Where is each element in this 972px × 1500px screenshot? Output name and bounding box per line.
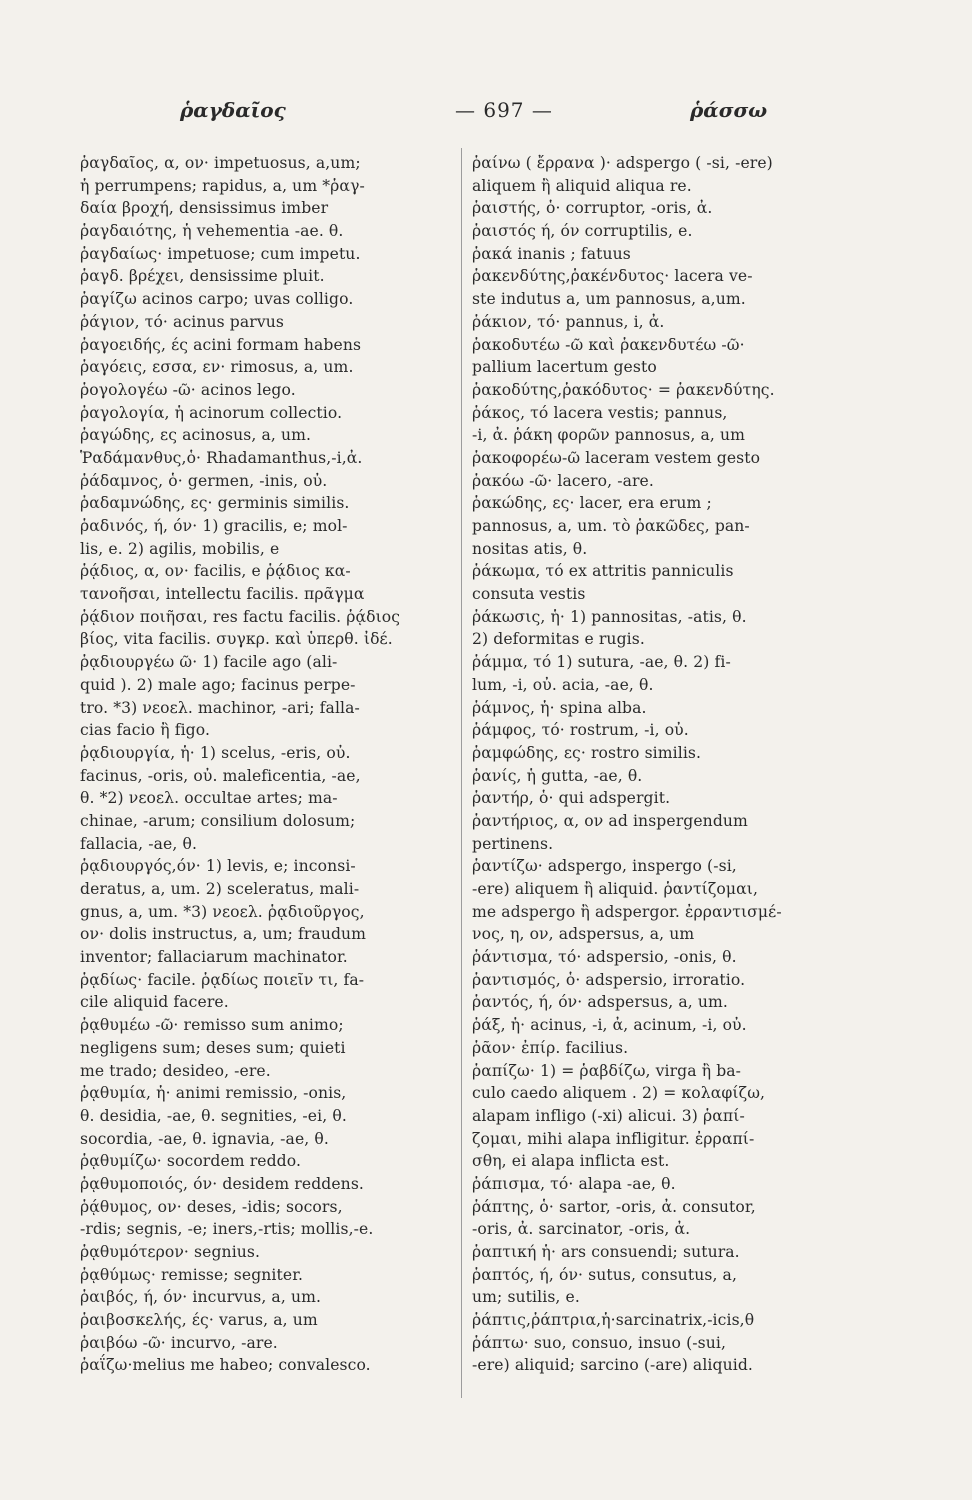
entry-line: ῥανίς, ἡ gutta, -ae, θ.: [472, 766, 643, 785]
entry-line: ῥᾳδίως· facile. ῥᾳδίως ποιεῖν τι, fa-: [80, 970, 365, 989]
entry-line: Ῥαδάμανθυς,ὁ· Rhadamanthus,-i,ἀ.: [80, 448, 363, 467]
entry-line: ῥᾴδιον ποιῆσαι, res factu facilis. ῥᾴδιος: [80, 607, 401, 626]
entry-line: ῥαδινός, ή, όν· 1) gracilis, e; mol-: [80, 517, 348, 535]
entry-line: me trado; desideo, -ere.: [80, 1061, 271, 1080]
entry-line: ῥαίνω ( ἔρρανα )· adspergo ( -si, -ere): [472, 154, 773, 172]
left-column: [80, 152, 450, 1407]
entry-line: ζομαι, mihi alapa infligitur. ἐρραπί-: [472, 1129, 755, 1148]
entry-line: ῥαντήριος, α, ον ad inspergendum: [472, 811, 748, 830]
entry-line: socordia, -ae, θ. ignavia, -ae, θ.: [80, 1129, 329, 1148]
entry-line: deratus, a, um. 2) sceleratus, mali-: [80, 880, 360, 898]
entry-line: me adspergo ἢ adspergor. ἐρραντισμέ-: [472, 902, 782, 921]
entry-line: tro. *3) νεοελ. machinor, -ari; falla-: [80, 698, 360, 717]
entry-line: ῥάπτης, ὁ· sartor, -oris, ἀ. consutor,: [472, 1197, 756, 1216]
entry-line: ῥαγδαίως· impetuose; cum impetu.: [80, 244, 361, 263]
entry-line: ῥᾳθυμότερον· segnius.: [80, 1243, 261, 1261]
entry-line: ῥαιβοσκελής, ές· varus, a, um: [80, 1311, 318, 1330]
entry-line: νος, η, ον, adspersus, a, um: [472, 925, 695, 944]
entry-line: ῥᾳδιουργός,όν· 1) levis, e; inconsi-: [80, 857, 356, 876]
entry-line: ῥακοδύτης,ῥακόδυτος· = ῥακενδύτης.: [472, 380, 775, 399]
entry-line: consuta vestis: [472, 585, 586, 604]
right-running-headword: ῥάσσω: [690, 98, 768, 122]
entry-line: ῥάπτω· suo, consuo, insuo (-sui,: [472, 1333, 727, 1352]
entry-line: pallium lacertum gesto: [472, 358, 657, 377]
entry-line: ῥαπτός, ή, όν· sutus, consutus, a,: [472, 1265, 738, 1284]
entry-line: ῥᾳθυμέω -ῶ· remisso sum animo;: [80, 1016, 344, 1035]
left-running-headword: ῥαγδαῖος: [180, 98, 286, 122]
entry-line: ἡ perrumpens; rapidus, a, um *ῥαγ-: [80, 176, 365, 195]
entry-line: θ. desidia, -ae, θ. segnities, -ei, θ.: [80, 1106, 347, 1125]
entry-line: ῥαπτική ἡ· ars consuendi; sutura.: [472, 1243, 740, 1261]
entry-line: ῥάγιον, τό· acinus parvus: [80, 312, 284, 331]
entry-line: σθη, ei alapa inflicta est.: [472, 1152, 670, 1171]
entry-line: ῥαμφώδης, ες· rostro similis.: [472, 743, 702, 762]
entry-line: ῥᾳθυμία, ἡ· animi remissio, -onis,: [80, 1084, 347, 1103]
entry-line: pertinens.: [472, 834, 554, 853]
entry-line: ῥᾳδιουργία, ἡ· 1) scelus, -eris, οὐ.: [80, 743, 351, 762]
entry-line: ῥᾳθυμοποιός, όν· desidem reddens.: [80, 1174, 364, 1193]
page-number: — 697 —: [455, 98, 553, 122]
entry-line: negligens sum; deses sum; quieti: [80, 1038, 346, 1057]
entry-line: -ere) aliquem ἢ aliquid. ῥαντίζομαι,: [472, 880, 759, 898]
entry-line: ῥαγδαῖος, α, ον· impetuosus, a,um;: [80, 154, 361, 172]
entry-line: ῥαντίζω· adspergo, inspergo (-si,: [472, 857, 737, 876]
entry-line: ῥάπτις,ῥάπτρια,ἡ·sarcinatrix,-icis,θ: [472, 1311, 755, 1330]
entry-line: ῥάδαμνος, ὁ· germen, -inis, οὐ.: [80, 471, 328, 490]
entry-line: chinae, -arum; consilium dolosum;: [80, 811, 356, 830]
entry-line: ῥαγδ. βρέχει, densissime pluit.: [80, 267, 325, 286]
entry-line: lis, e. 2) agilis, mobilis, e: [80, 539, 280, 558]
right-column: [472, 152, 846, 1407]
entry-line: τανοῆσαι, intellectu facilis. πρᾶγμα: [80, 585, 365, 604]
entry-line: θ. *2) νεοελ. occultae artes; ma-: [80, 789, 338, 808]
entry-line: ῥαντήρ, ὁ· qui adspergit.: [472, 789, 671, 808]
entry-line: ῥάκος, τό lacera vestis; pannus,: [472, 403, 728, 422]
entry-line: ῥαιβόω -ῶ· incurvo, -are.: [80, 1333, 278, 1352]
entry-line: ῥαιβός, ή, όν· incurvus, a, um.: [80, 1288, 322, 1307]
entry-line: ῥαγώδης, ες acinosus, a, um.: [80, 426, 312, 445]
entry-line: ῥάπισμα, τό· alapa -ae, θ.: [472, 1174, 676, 1193]
entry-line: ῥάξ, ἡ· acinus, -i, ἀ, acinum, -i, οὐ.: [472, 1016, 747, 1035]
entry-line: ste indutus a, um pannosus, a,um.: [472, 290, 746, 309]
entry-line: ῥαγίζω acinos carpo; uvas colligo.: [80, 290, 354, 309]
entry-line: nositas atis, θ.: [472, 539, 588, 558]
entry-line: inventor; fallaciarum machinator.: [80, 948, 348, 967]
entry-line: ῥαντός, ή, όν· adspersus, a, um.: [472, 993, 728, 1012]
entry-line: ῥαντισμός, ὁ· adspersio, irroratio.: [472, 970, 746, 989]
entry-line: -oris, ἀ. sarcinator, -oris, ἀ.: [472, 1220, 691, 1239]
entry-line: ῥαιστός ή, όν corruptilis, e.: [472, 222, 693, 241]
entry-line: ῥᾴθυμος, ον· deses, -idis; socors,: [80, 1197, 343, 1216]
entry-line: ῥᾳθυμίζω· socordem reddo.: [80, 1152, 302, 1171]
entry-line: 2) deformitas e rugis.: [472, 630, 645, 649]
entry-line: ῥαγδαιότης, ἡ vehementia -ae. θ.: [80, 222, 344, 241]
entry-line: ῥάκωσις, ἡ· 1) pannositas, -atis, θ.: [472, 607, 747, 626]
entry-line: ῥαπίζω· 1) = ῥαβδίζω, virga ἢ ba-: [472, 1061, 742, 1080]
entry-line: quid ). 2) male ago; facinus perpe-: [80, 675, 356, 694]
entry-line: ῥακόω -ῶ· lacero, -are.: [472, 471, 654, 490]
entry-line: ῥακά inanis ; fatuus: [472, 244, 631, 263]
entry-line: facinus, -oris, οὐ. maleficentia, -ae,: [80, 766, 361, 785]
entry-line: ῥᾳθύμως· remisse; segniter.: [80, 1265, 304, 1284]
entry-line: βίος, vita facilis. συγκρ. καὶ ὑπερθ. ἰδέ.: [80, 630, 393, 649]
entry-line: gnus, a, um. *3) νεοελ. ῥᾳδιοῦργος,: [80, 902, 365, 921]
entry-line: ῥᾳδιουργέω ῶ· 1) facile ago (ali-: [80, 653, 338, 672]
entry-line: fallacia, -ae, θ.: [80, 834, 198, 853]
entry-line: ῥάμνος, ἡ· spina alba.: [472, 698, 647, 717]
page-header: [0, 98, 972, 138]
entry-line: ῥακοφορέω-ῶ laceram vestem gesto: [472, 448, 761, 467]
entry-line: pannosus, a, um. τὸ ῥακῶδες, pan-: [472, 517, 750, 535]
entry-line: ῥαιστής, ὁ· corruptor, -oris, ἀ.: [472, 199, 713, 218]
entry-line: ῥᾶον· ἐπίρ. facilius.: [472, 1038, 629, 1057]
entry-line: δαία βροχή, densissimus imber: [80, 199, 329, 218]
entry-line: -rdis; segnis, -e; iners,-rtis; mollis,-e.: [80, 1220, 374, 1239]
entry-line: ῥαγολογία, ἡ acinorum collectio.: [80, 403, 343, 422]
entry-line: ον· dolis instructus, a, um; fraudum: [80, 925, 367, 944]
entry-line: ῥάκιον, τό· pannus, i, ἀ.: [472, 312, 665, 331]
entry-line: ῥακοδυτέω -ῶ καὶ ῥακενδυτέω -ῶ·: [472, 335, 745, 354]
entry-line: ῥάκωμα, τό ex attritis panniculis: [472, 562, 734, 581]
entry-line: ῥογολογέω -ῶ· acinos lego.: [80, 380, 296, 399]
entry-line: culo caedo aliquem . 2) = κολαφίζω,: [472, 1084, 766, 1103]
entry-line: ῥάντισμα, τό· adspersio, -onis, θ.: [472, 948, 737, 967]
entry-line: cias facio ἢ figo.: [80, 721, 211, 740]
entry-line: ῥακώδης, ες· lacer, era erum ;: [472, 494, 712, 513]
entry-line: um; sutilis, e.: [472, 1288, 580, 1307]
entry-line: ῥαΐζω·melius me habeo; convalesco.: [80, 1356, 371, 1375]
entry-line: ῥάμμα, τό 1) sutura, -ae, θ. 2) fi-: [472, 653, 731, 672]
entry-line: lum, -i, οὐ. acia, -ae, θ.: [472, 675, 654, 694]
entry-line: aliquem ἢ aliquid aliqua re.: [472, 176, 692, 195]
entry-line: ῥαγόεις, εσσα, εν· rimosus, a, um.: [80, 358, 354, 377]
column-divider: [461, 148, 462, 1398]
entry-line: alapam infligo (-xi) alicui. 3) ῥαπί-: [472, 1106, 745, 1125]
entry-line: -ere) aliquid; sarcino (-are) aliquid.: [472, 1356, 753, 1375]
entry-line: ῥάμφος, τό· rostrum, -i, οὐ.: [472, 721, 689, 740]
entry-line: cile aliquid facere.: [80, 993, 229, 1012]
entry-line: -i, ἀ. ῥάκη φορῶν pannosus, a, um: [472, 426, 746, 445]
entry-line: ῥαδαμνώδης, ες· germinis similis.: [80, 494, 350, 513]
entry-line: ῥαγοειδής, ές acini formam habens: [80, 335, 362, 354]
entry-line: ῥακενδύτης,ῥακένδυτος· lacera ve-: [472, 267, 753, 286]
entry-line: ῥᾴδιος, α, ον· facilis, e ῥᾴδιος κα-: [80, 562, 351, 581]
